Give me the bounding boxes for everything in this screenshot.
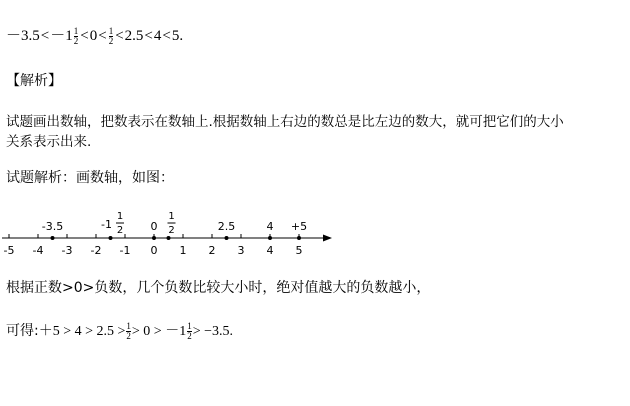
answer-term-neg-3-5: －3.5 — [6, 28, 40, 44]
point-dot — [268, 236, 272, 240]
point-label: 0 — [150, 220, 158, 233]
point-fraction-denominator: 2 — [116, 225, 124, 236]
point-fraction-numerator: 1 — [116, 211, 124, 222]
number-line-arrow — [323, 235, 332, 242]
answer-period: . — [179, 28, 184, 44]
less-than-symbol: < — [80, 28, 89, 44]
point-fraction-numerator: 1 — [168, 211, 175, 222]
point-fraction-denominator: 2 — [168, 225, 175, 236]
point-dot — [51, 236, 55, 240]
point-label: +5 — [290, 220, 308, 233]
less-than-symbol: < — [162, 28, 171, 44]
point-dot — [225, 236, 229, 240]
solution-intro: 试题解析：画数轴，如图： — [6, 170, 174, 186]
comparison-rule: 根据正数>0>负数，几个负数比较大小时，绝对值越大的负数越小， — [6, 280, 431, 296]
point-dot — [297, 236, 301, 240]
tick-label: 2 — [208, 244, 216, 257]
answer-inequality — [6, 24, 183, 46]
point-label: -3.5 — [41, 220, 64, 233]
answer-fraction-half: $\frac{1}{2}$ — [108, 26, 114, 47]
point-dot — [167, 236, 171, 240]
tick-label: -1 — [119, 244, 131, 257]
result-prefix: 可得: — [6, 323, 39, 339]
answer-term-2-5: 2.5 — [124, 28, 144, 44]
less-than-symbol: < — [115, 28, 124, 44]
tick-label: 0 — [150, 244, 158, 257]
tick-label: 3 — [237, 244, 245, 257]
result-part-b: > 0 > －1 — [131, 324, 187, 339]
result-inequality — [6, 320, 233, 341]
point-dot — [109, 236, 113, 240]
tick-label: -5 — [3, 244, 15, 257]
result-fraction-half: $\frac{1}{2}$ — [126, 321, 131, 342]
analysis-heading: 【解析】 — [6, 73, 62, 89]
less-than-symbol: < — [40, 28, 50, 44]
answer-term-zero: 0 — [89, 28, 98, 44]
analysis-line-2: 关系表示出来. — [6, 134, 92, 150]
result-part-c: > −3.5. — [192, 324, 233, 339]
number-line — [0, 205, 360, 265]
point-label: 2.5 — [217, 220, 236, 233]
point-label: -1 — [101, 218, 112, 231]
answer-fraction-half: $\frac{1}{2}$ — [73, 26, 79, 47]
tick-label: -3 — [61, 244, 73, 257]
point-dot — [152, 236, 156, 240]
tick-label: 1 — [179, 244, 187, 257]
answer-term-4: 4 — [153, 28, 162, 44]
less-than-symbol: < — [144, 28, 153, 44]
less-than-symbol: < — [98, 28, 107, 44]
result-fraction-half: $\frac{1}{2}$ — [187, 321, 192, 342]
result-part-a: ＋5 > 4 > 2.5 > — [38, 324, 126, 339]
point-label: 4 — [266, 220, 274, 233]
tick-label: 5 — [295, 244, 303, 257]
tick-label: 4 — [266, 244, 274, 257]
tick-label: -2 — [90, 244, 102, 257]
tick-label: -4 — [32, 244, 44, 257]
answer-term-5: 5 — [171, 28, 180, 44]
answer-term-neg-mixed: －1 — [50, 28, 73, 44]
analysis-line-1: 试题画出数轴，把数表示在数轴上.根据数轴上右边的数总是比左边的数大，就可把它们的大小 — [6, 114, 564, 130]
